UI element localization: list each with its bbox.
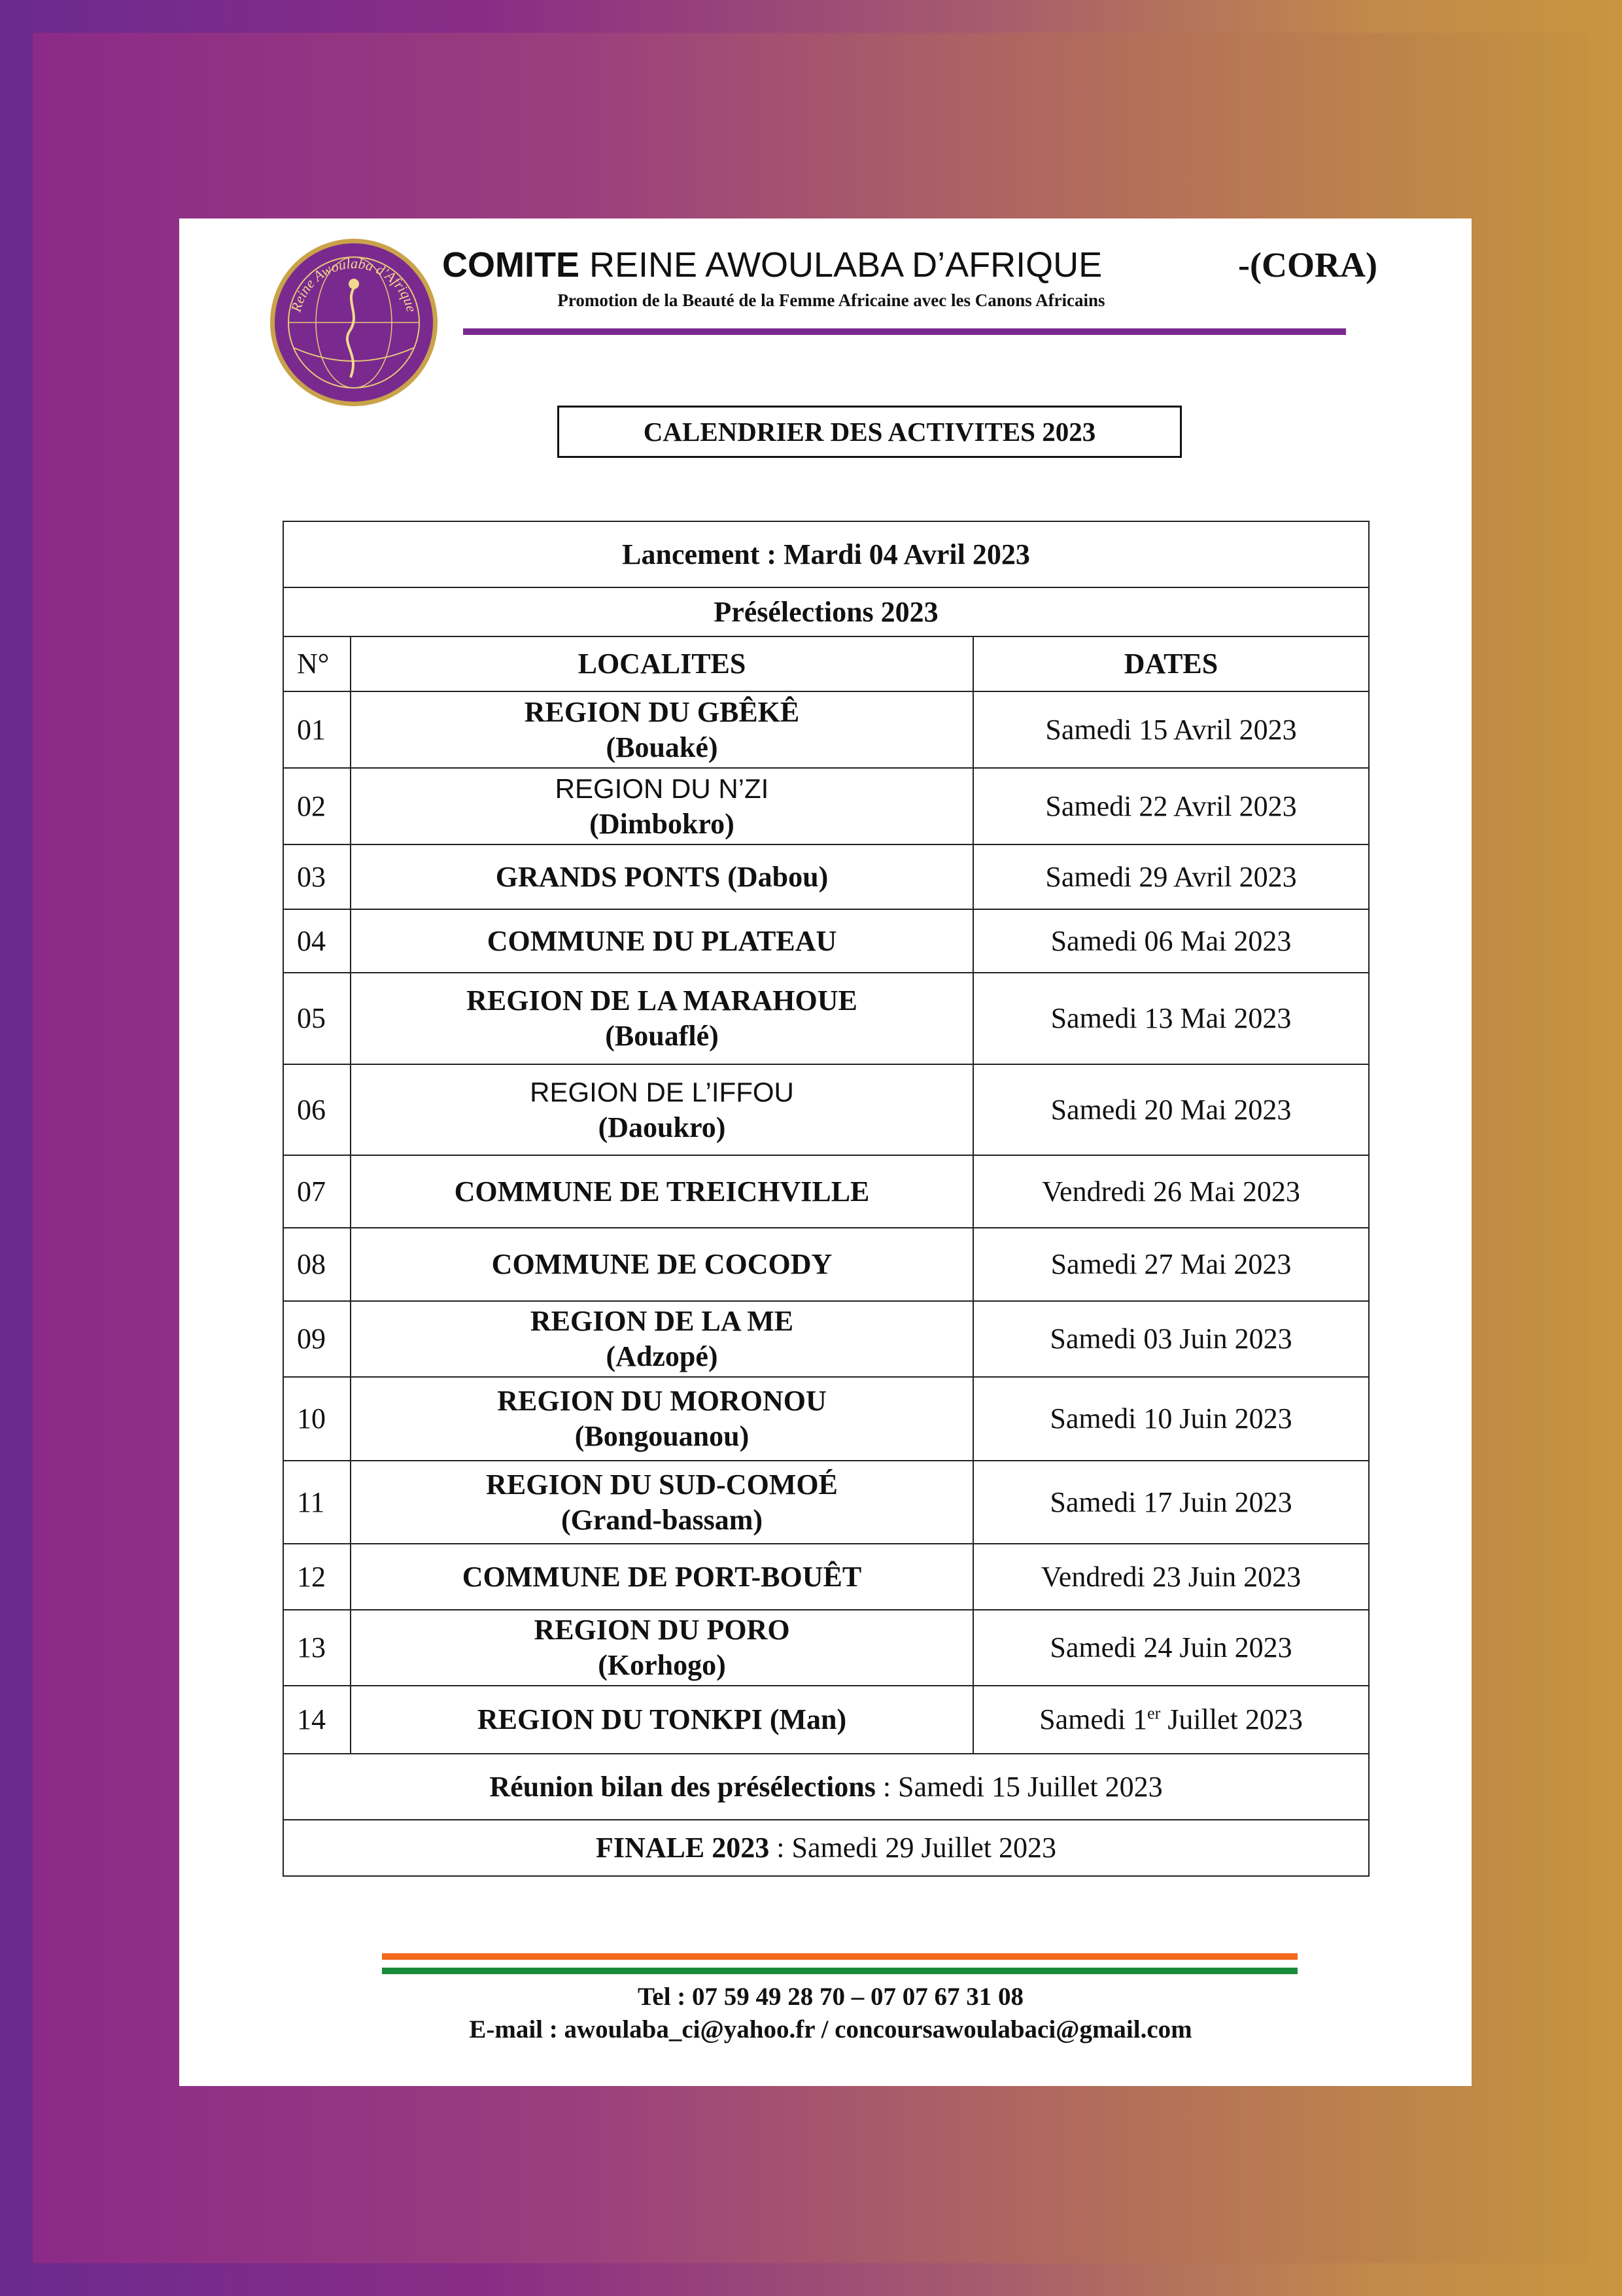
org-abbreviation: -(CORA) [1238, 245, 1377, 285]
org-title-rest: REINE AWOULABA D’AFRIQUE [589, 245, 1103, 285]
place-city: (Adzopé) [606, 1340, 718, 1372]
review-row [283, 1754, 1369, 1820]
table-row [283, 1228, 1369, 1301]
place-city: (Grand-bassam) [561, 1503, 763, 1536]
final-text [283, 1820, 1369, 1876]
table-row [283, 1155, 1369, 1228]
row-place: COMMUNE DE PORT-BOUÊT [351, 1544, 973, 1610]
tagline: Promotion de la Beauté de la Femme Africaine avec les Canons Africains [557, 290, 1105, 310]
col-header-num: N° [283, 636, 351, 691]
date-month-year: Juillet 2023 [1160, 1703, 1303, 1735]
row-date: Samedi 03 Juin 2023 [973, 1301, 1369, 1377]
schedule-table [283, 521, 1370, 1877]
table-row [283, 1064, 1369, 1155]
place-name: REGION DE L’IFFOU [530, 1076, 794, 1107]
table-row [283, 844, 1369, 909]
row-number: 11 [283, 1461, 351, 1544]
row-place: COMMUNE DE TREICHVILLE [351, 1155, 973, 1228]
header-row [283, 636, 1369, 691]
final-date: : Samedi 29 Juillet 2023 [769, 1832, 1057, 1864]
place-name: REGION DE LA ME [530, 1305, 794, 1337]
row-number: 07 [283, 1155, 351, 1228]
row-number: 05 [283, 973, 351, 1064]
place-city: (Bongouanou) [574, 1420, 750, 1452]
row-number: 06 [283, 1064, 351, 1155]
row-place [351, 1461, 973, 1544]
row-date: Vendredi 23 Juin 2023 [973, 1544, 1369, 1610]
contact-email: E-mail : awoulaba_ci@yahoo.fr / concoursawoulabaci@gmail.com [469, 2015, 1192, 2044]
row-place [351, 1301, 973, 1377]
place-city: (Daoukro) [598, 1111, 726, 1143]
row-place [351, 973, 973, 1064]
row-place: COMMUNE DE COCODY [351, 1228, 973, 1301]
row-place: REGION DU TONKPI (Man) [351, 1686, 973, 1754]
row-place [351, 768, 973, 844]
contact-phone: Tel : 07 59 49 28 70 – 07 07 67 31 08 [637, 1983, 1024, 2011]
row-place [351, 1064, 973, 1155]
col-header-date: DATES [973, 636, 1369, 691]
place-city: (Bouaké) [606, 731, 718, 763]
place-city: (Dimbokro) [589, 807, 734, 840]
row-number: 08 [283, 1228, 351, 1301]
row-number: 10 [283, 1377, 351, 1461]
row-number: 09 [283, 1301, 351, 1377]
table-row [283, 973, 1369, 1064]
row-place [351, 1610, 973, 1686]
row-date: Samedi 06 Mai 2023 [973, 909, 1369, 973]
place-name: REGION DE LA MARAHOUE [466, 984, 857, 1017]
row-date: Samedi 13 Mai 2023 [973, 973, 1369, 1064]
row-date [973, 1686, 1369, 1754]
table-row [283, 1686, 1369, 1754]
row-number: 01 [283, 691, 351, 768]
review-date: : Samedi 15 Juillet 2023 [875, 1770, 1163, 1803]
review-text [283, 1754, 1369, 1820]
date-ordinal: er [1147, 1703, 1161, 1723]
row-number: 04 [283, 909, 351, 973]
table-row [283, 1544, 1369, 1610]
place-city: (Korhogo) [598, 1649, 726, 1681]
footer-rule-green [382, 1968, 1298, 1974]
row-date: Samedi 24 Juin 2023 [973, 1610, 1369, 1686]
footer-rule-orange [382, 1953, 1298, 1960]
row-date: Samedi 20 Mai 2023 [973, 1064, 1369, 1155]
table-row [283, 691, 1369, 768]
row-number: 12 [283, 1544, 351, 1610]
row-date: Samedi 27 Mai 2023 [973, 1228, 1369, 1301]
row-number: 13 [283, 1610, 351, 1686]
row-date: Samedi 22 Avril 2023 [973, 768, 1369, 844]
col-header-place: LOCALITES [351, 636, 973, 691]
section-title: Présélections 2023 [283, 587, 1369, 636]
date-day: Samedi 1 [1039, 1703, 1148, 1735]
table-row [283, 1610, 1369, 1686]
row-place: GRANDS PONTS (Dabou) [351, 844, 973, 909]
table-row [283, 1461, 1369, 1544]
calendar-title: CALENDRIER DES ACTIVITES 2023 [557, 406, 1182, 458]
place-name: REGION DU SUD-COMOÉ [486, 1468, 838, 1501]
row-date: Vendredi 26 Mai 2023 [973, 1155, 1369, 1228]
final-label: FINALE 2023 [596, 1832, 770, 1864]
row-date: Samedi 15 Avril 2023 [973, 691, 1369, 768]
row-date: Samedi 10 Juin 2023 [973, 1377, 1369, 1461]
table-row [283, 1377, 1369, 1461]
row-place: COMMUNE DU PLATEAU [351, 909, 973, 973]
section-row [283, 587, 1369, 636]
org-title [442, 245, 1384, 290]
place-city: (Bouaflé) [605, 1020, 719, 1052]
row-number: 14 [283, 1686, 351, 1754]
launch-row [283, 521, 1369, 587]
place-name: REGION DU N’ZI [555, 773, 769, 804]
table-row [283, 909, 1369, 973]
place-name: REGION DU PORO [534, 1614, 790, 1646]
row-number: 02 [283, 768, 351, 844]
row-date: Samedi 17 Juin 2023 [973, 1461, 1369, 1544]
row-place [351, 1377, 973, 1461]
place-name: REGION DU MORONOU [497, 1385, 827, 1417]
org-title-bold: COMITE [442, 245, 579, 285]
header-divider [463, 328, 1346, 335]
row-number: 03 [283, 844, 351, 909]
final-row [283, 1820, 1369, 1876]
launch-text: Lancement : Mardi 04 Avril 2023 [283, 521, 1369, 587]
place-name: REGION DU GBÊKÊ [524, 695, 800, 728]
review-label: Réunion bilan des présélections [489, 1770, 876, 1803]
logo-text: Reine Awoulaba d'Afrique [287, 254, 421, 314]
cora-logo [268, 237, 440, 408]
table-row [283, 1301, 1369, 1377]
row-date: Samedi 29 Avril 2023 [973, 844, 1369, 909]
row-place [351, 691, 973, 768]
table-row [283, 768, 1369, 844]
